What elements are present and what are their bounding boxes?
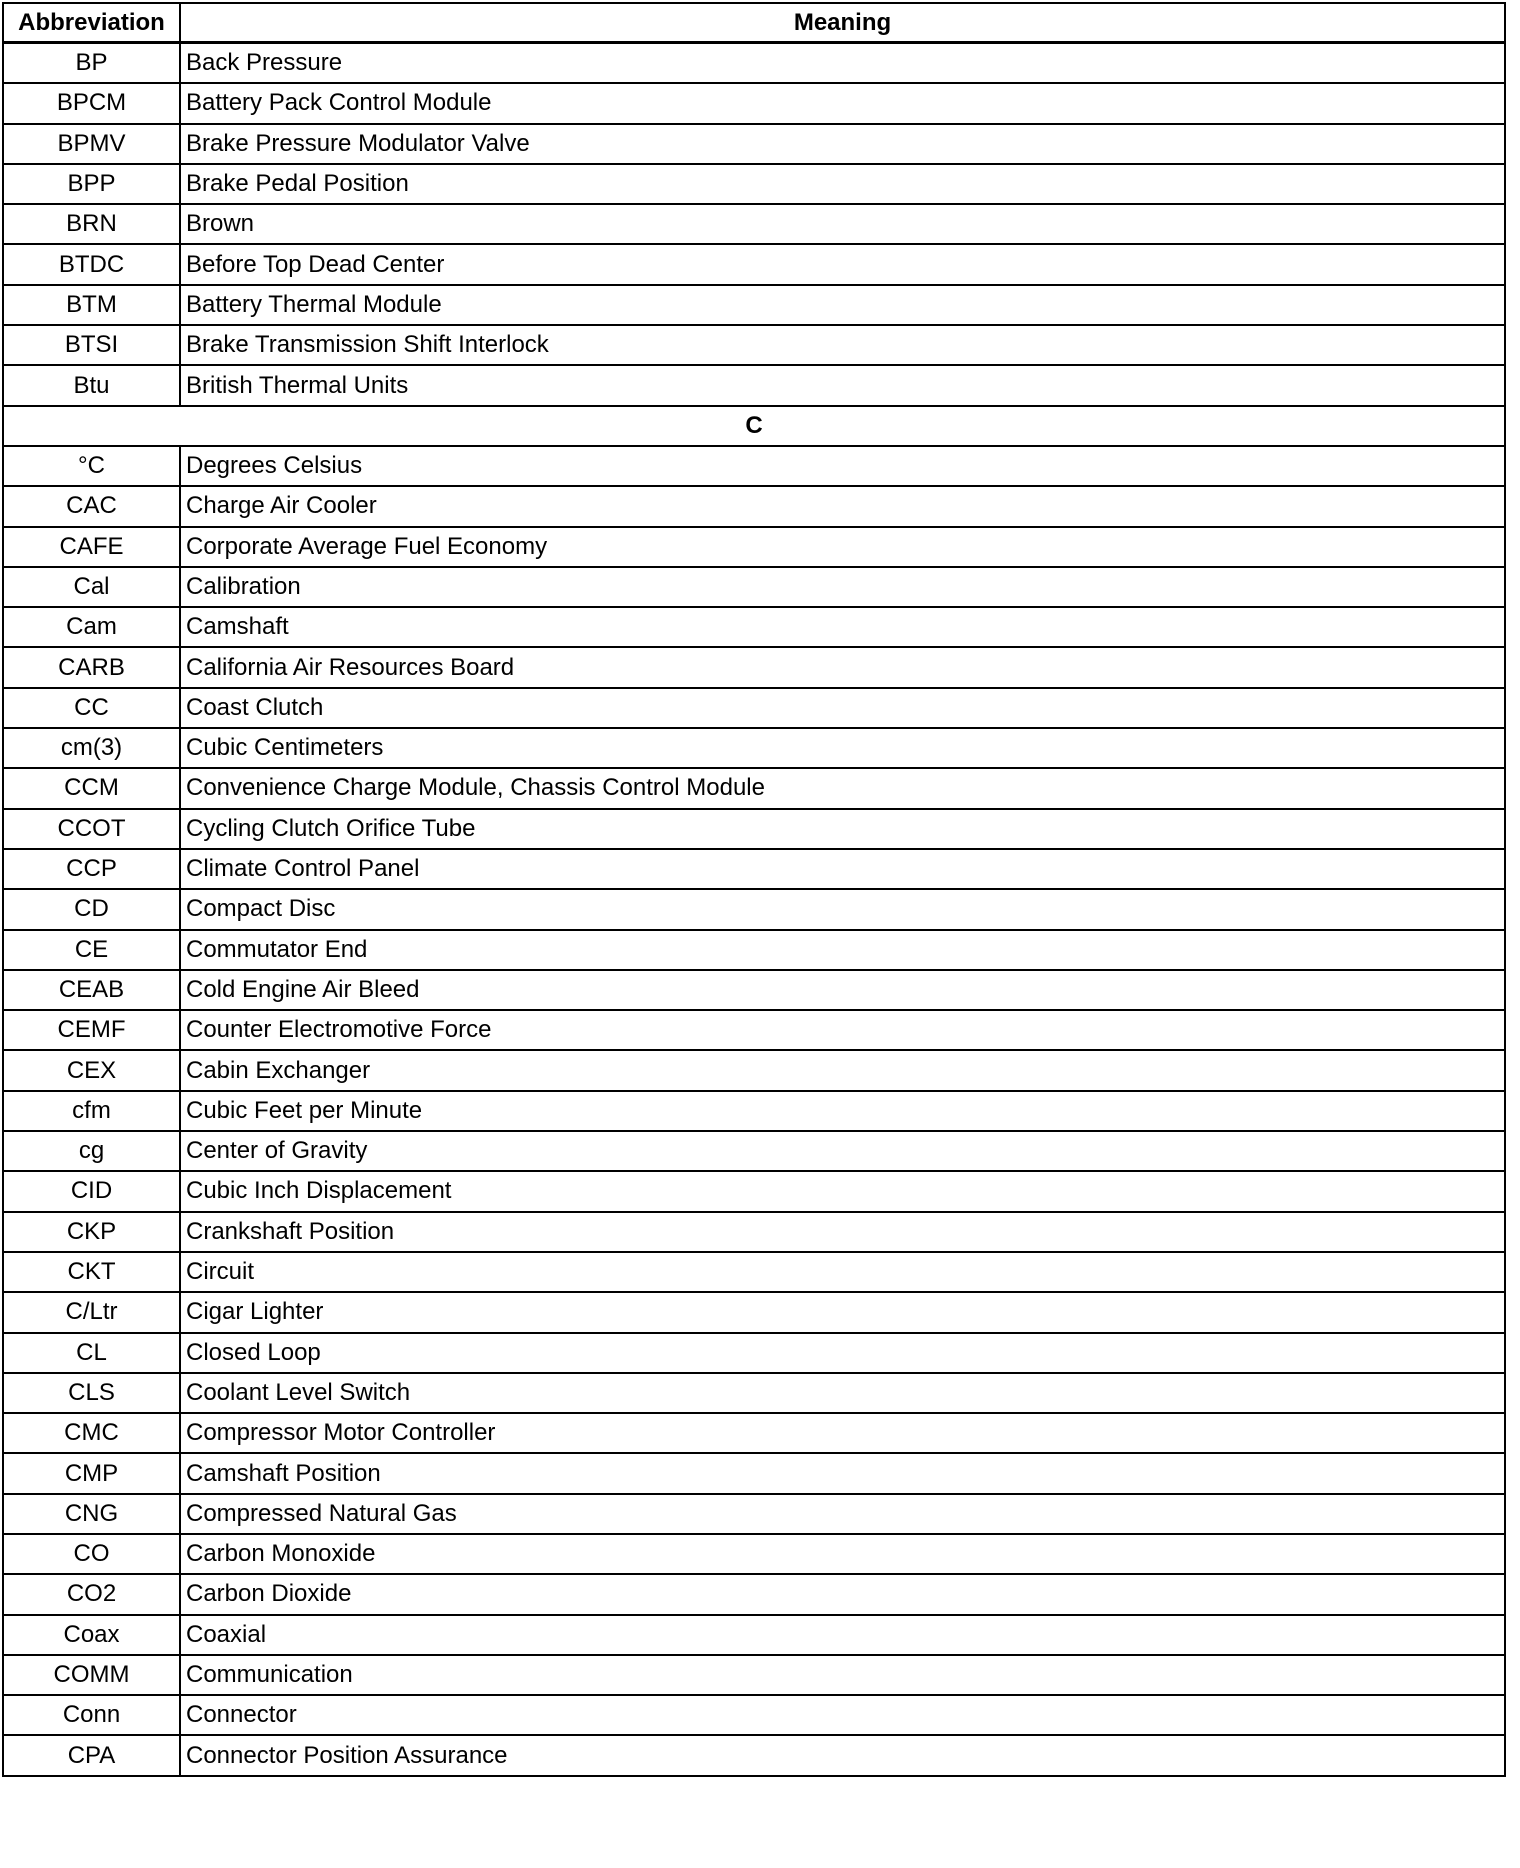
table-row bbox=[3, 849, 1505, 889]
meaning-cell: Center of Gravity bbox=[180, 1131, 1505, 1171]
meaning-cell: Cubic Feet per Minute bbox=[180, 1091, 1505, 1131]
meaning-cell: Charge Air Cooler bbox=[180, 486, 1505, 526]
table-row bbox=[3, 1010, 1505, 1050]
abbreviation-cell: Btu bbox=[3, 365, 180, 405]
abbreviation-cell: CE bbox=[3, 930, 180, 970]
table-row bbox=[3, 446, 1505, 486]
meaning-cell: Compressed Natural Gas bbox=[180, 1494, 1505, 1534]
meaning-cell: Cold Engine Air Bleed bbox=[180, 970, 1505, 1010]
meaning-cell: Battery Thermal Module bbox=[180, 285, 1505, 325]
meaning-cell: Closed Loop bbox=[180, 1333, 1505, 1373]
table-header-row bbox=[3, 3, 1505, 43]
table-row bbox=[3, 164, 1505, 204]
table-row bbox=[3, 325, 1505, 365]
abbreviation-cell: CC bbox=[3, 688, 180, 728]
table-row bbox=[3, 1373, 1505, 1413]
meaning-cell: Camshaft Position bbox=[180, 1453, 1505, 1493]
table-row bbox=[3, 1574, 1505, 1614]
meaning-cell: Cycling Clutch Orifice Tube bbox=[180, 809, 1505, 849]
abbreviation-cell: CEX bbox=[3, 1050, 180, 1090]
abbreviation-cell: CLS bbox=[3, 1373, 180, 1413]
table-row bbox=[3, 1333, 1505, 1373]
abbreviation-cell: CCM bbox=[3, 768, 180, 808]
table-row bbox=[3, 688, 1505, 728]
meaning-cell: British Thermal Units bbox=[180, 365, 1505, 405]
abbreviation-cell: CO2 bbox=[3, 1574, 180, 1614]
meaning-cell: Commutator End bbox=[180, 930, 1505, 970]
abbreviation-cell: °C bbox=[3, 446, 180, 486]
abbreviation-cell: Cam bbox=[3, 607, 180, 647]
meaning-column-header: Meaning bbox=[180, 3, 1505, 43]
table-row bbox=[3, 1413, 1505, 1453]
table-row bbox=[3, 728, 1505, 768]
meaning-cell: Counter Electromotive Force bbox=[180, 1010, 1505, 1050]
abbreviation-cell: cfm bbox=[3, 1091, 180, 1131]
meaning-cell: Cabin Exchanger bbox=[180, 1050, 1505, 1090]
abbreviation-cell: BPCM bbox=[3, 83, 180, 123]
table-row bbox=[3, 43, 1505, 84]
table-row bbox=[3, 244, 1505, 284]
meaning-cell: Coaxial bbox=[180, 1615, 1505, 1655]
meaning-cell: Brake Pedal Position bbox=[180, 164, 1505, 204]
table-row bbox=[3, 647, 1505, 687]
table-row bbox=[3, 1050, 1505, 1090]
abbreviation-cell: CCOT bbox=[3, 809, 180, 849]
abbreviation-cell: BPMV bbox=[3, 124, 180, 164]
table-row bbox=[3, 970, 1505, 1010]
abbreviation-cell: cg bbox=[3, 1131, 180, 1171]
meaning-cell: Brake Pressure Modulator Valve bbox=[180, 124, 1505, 164]
table-row bbox=[3, 930, 1505, 970]
meaning-cell: Carbon Dioxide bbox=[180, 1574, 1505, 1614]
table-row bbox=[3, 1655, 1505, 1695]
meaning-cell: Corporate Average Fuel Economy bbox=[180, 527, 1505, 567]
table-row bbox=[3, 83, 1505, 123]
meaning-cell: Compact Disc bbox=[180, 889, 1505, 929]
abbreviation-cell: CMC bbox=[3, 1413, 180, 1453]
table-row bbox=[3, 1494, 1505, 1534]
section-heading: C bbox=[3, 406, 1505, 446]
table-row bbox=[3, 1534, 1505, 1574]
table-row bbox=[3, 1091, 1505, 1131]
meaning-cell: Before Top Dead Center bbox=[180, 244, 1505, 284]
table-row bbox=[3, 486, 1505, 526]
table-row bbox=[3, 124, 1505, 164]
abbreviation-cell: C/Ltr bbox=[3, 1292, 180, 1332]
table-row bbox=[3, 889, 1505, 929]
meaning-cell: Compressor Motor Controller bbox=[180, 1413, 1505, 1453]
abbreviation-cell: CARB bbox=[3, 647, 180, 687]
abbreviation-cell: CO bbox=[3, 1534, 180, 1574]
abbreviation-cell: BTSI bbox=[3, 325, 180, 365]
abbreviation-cell: CKP bbox=[3, 1212, 180, 1252]
table-row bbox=[3, 1252, 1505, 1292]
table-row bbox=[3, 1735, 1505, 1775]
table-row bbox=[3, 1212, 1505, 1252]
table-row bbox=[3, 285, 1505, 325]
meaning-cell: Camshaft bbox=[180, 607, 1505, 647]
meaning-cell: Back Pressure bbox=[180, 43, 1505, 84]
meaning-cell: Coast Clutch bbox=[180, 688, 1505, 728]
meaning-cell: Connector Position Assurance bbox=[180, 1735, 1505, 1775]
abbreviation-cell: CAC bbox=[3, 486, 180, 526]
table-row bbox=[3, 607, 1505, 647]
abbreviation-cell: Cal bbox=[3, 567, 180, 607]
abbreviation-cell: BTM bbox=[3, 285, 180, 325]
abbreviation-cell: Coax bbox=[3, 1615, 180, 1655]
meaning-cell: Brown bbox=[180, 204, 1505, 244]
section-row bbox=[3, 406, 1505, 446]
abbreviation-cell: CEMF bbox=[3, 1010, 180, 1050]
abbreviation-cell: BP bbox=[3, 43, 180, 84]
meaning-cell: Communication bbox=[180, 1655, 1505, 1695]
table-row bbox=[3, 1695, 1505, 1735]
abbreviation-cell: BRN bbox=[3, 204, 180, 244]
abbreviation-cell: Conn bbox=[3, 1695, 180, 1735]
meaning-cell: Carbon Monoxide bbox=[180, 1534, 1505, 1574]
abbreviation-cell: COMM bbox=[3, 1655, 180, 1695]
meaning-cell: Circuit bbox=[180, 1252, 1505, 1292]
meaning-cell: Crankshaft Position bbox=[180, 1212, 1505, 1252]
abbreviation-cell: CMP bbox=[3, 1453, 180, 1493]
meaning-cell: Cubic Centimeters bbox=[180, 728, 1505, 768]
meaning-cell: Convenience Charge Module, Chassis Control Module bbox=[180, 768, 1505, 808]
table-row bbox=[3, 1292, 1505, 1332]
abbreviation-cell: CD bbox=[3, 889, 180, 929]
meaning-cell: Battery Pack Control Module bbox=[180, 83, 1505, 123]
meaning-cell: Degrees Celsius bbox=[180, 446, 1505, 486]
meaning-cell: Coolant Level Switch bbox=[180, 1373, 1505, 1413]
meaning-cell: Calibration bbox=[180, 567, 1505, 607]
abbreviation-cell: CID bbox=[3, 1171, 180, 1211]
table-row bbox=[3, 1171, 1505, 1211]
abbreviation-cell: CNG bbox=[3, 1494, 180, 1534]
abbreviation-cell: cm(3) bbox=[3, 728, 180, 768]
abbreviation-table bbox=[2, 2, 1506, 1777]
table-body bbox=[3, 43, 1505, 1776]
meaning-cell: Cubic Inch Displacement bbox=[180, 1171, 1505, 1211]
table-row bbox=[3, 809, 1505, 849]
meaning-cell: California Air Resources Board bbox=[180, 647, 1505, 687]
meaning-cell: Connector bbox=[180, 1695, 1505, 1735]
meaning-cell: Brake Transmission Shift Interlock bbox=[180, 325, 1505, 365]
table-row bbox=[3, 567, 1505, 607]
abbreviation-cell: BPP bbox=[3, 164, 180, 204]
table-row bbox=[3, 1131, 1505, 1171]
abbreviation-cell: CKT bbox=[3, 1252, 180, 1292]
meaning-cell: Cigar Lighter bbox=[180, 1292, 1505, 1332]
table-row bbox=[3, 1615, 1505, 1655]
abbreviation-column-header: Abbreviation bbox=[3, 3, 180, 43]
meaning-cell: Climate Control Panel bbox=[180, 849, 1505, 889]
table-row bbox=[3, 768, 1505, 808]
abbreviation-cell: BTDC bbox=[3, 244, 180, 284]
abbreviation-cell: CL bbox=[3, 1333, 180, 1373]
abbreviation-cell: CEAB bbox=[3, 970, 180, 1010]
table-row bbox=[3, 1453, 1505, 1493]
table-row bbox=[3, 365, 1505, 405]
abbreviation-cell: CPA bbox=[3, 1735, 180, 1775]
table-row bbox=[3, 204, 1505, 244]
abbreviation-cell: CCP bbox=[3, 849, 180, 889]
table-row bbox=[3, 527, 1505, 567]
abbreviation-cell: CAFE bbox=[3, 527, 180, 567]
